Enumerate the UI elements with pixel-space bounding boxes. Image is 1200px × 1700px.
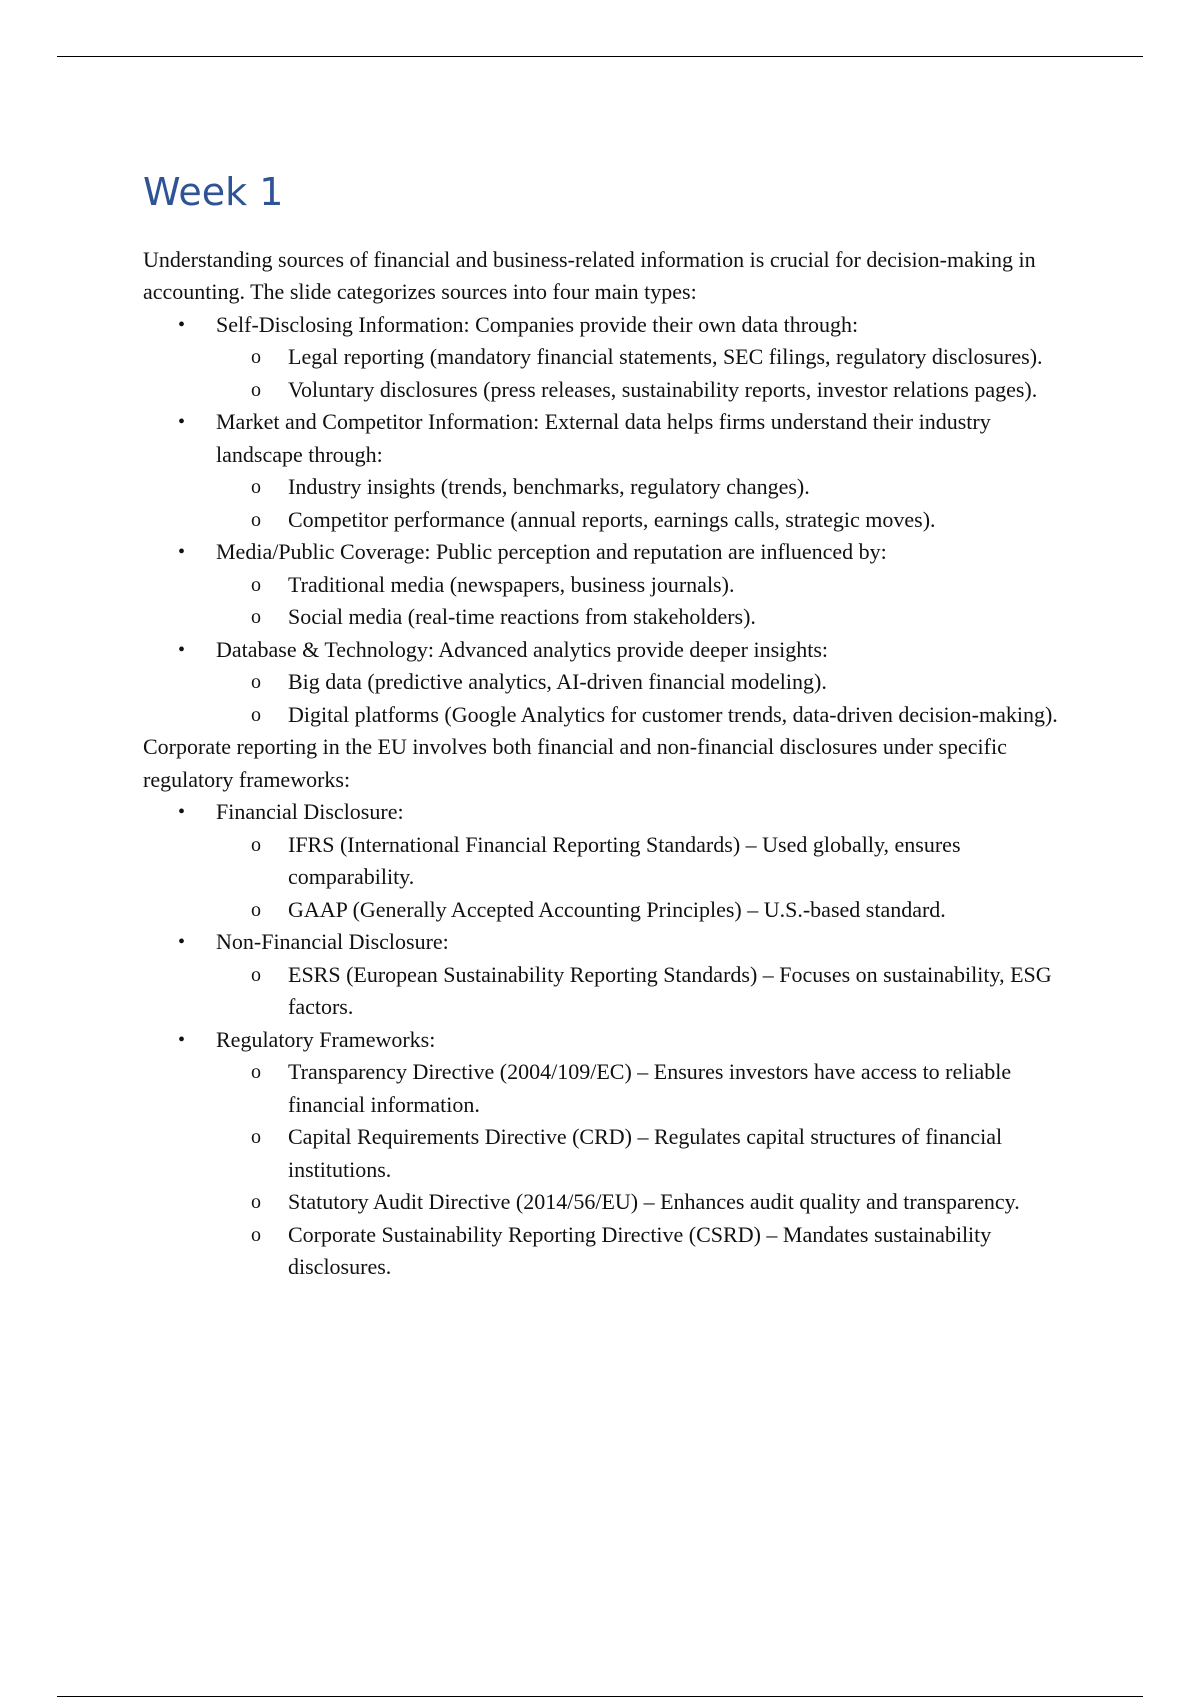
sub-bullet-marker: o [251, 1126, 261, 1149]
eu-list [143, 796, 1063, 1284]
list-item [143, 309, 1063, 407]
sub-list-item-text: Digital platforms (Google Analytics for customer trends, data-driven decision-making). [288, 701, 1058, 727]
sub-list-item-text: Competitor performance (annual reports, earnings calls, strategic moves). [288, 506, 936, 532]
page-title: Week 1 [143, 170, 284, 214]
sub-list-item [143, 1219, 1063, 1284]
list-item-text: Non-Financial Disclosure: [216, 929, 449, 955]
list-item-text: Market and Competitor Information: External data helps firms understand their industry landscape through: [216, 409, 991, 467]
document-body [143, 170, 1063, 1284]
sub-list-item [143, 504, 1063, 537]
bullet-marker: • [178, 638, 186, 661]
sub-list-item [143, 471, 1063, 504]
list-item-text: Financial Disclosure: [216, 799, 404, 825]
sub-list-item [143, 374, 1063, 407]
sub-list-item [143, 959, 1063, 1024]
sub-list [216, 829, 1063, 927]
list-item [143, 1024, 1063, 1284]
sub-list-item-text: Traditional media (newspapers, business journals). [288, 571, 735, 597]
sub-list-item [143, 666, 1063, 699]
sub-bullet-marker: o [251, 378, 261, 401]
list-item-text: Media/Public Coverage: Public perception and reputation are influenced by: [216, 539, 887, 565]
sub-list-item [143, 601, 1063, 634]
sub-list-item-text: Industry insights (trends, benchmarks, regulatory changes). [288, 474, 810, 500]
sub-list-item-text: Social media (real-time reactions from stakeholders). [288, 604, 756, 630]
sub-bullet-marker: o [251, 1223, 261, 1246]
sub-list-item [143, 699, 1063, 732]
sub-list-item-text: Transparency Directive (2004/109/EC) – Ensures investors have access to reliable financial information. [288, 1059, 1012, 1117]
sub-bullet-marker: o [251, 703, 261, 726]
bullet-marker: • [178, 411, 186, 434]
sub-bullet-marker: o [251, 346, 261, 369]
sub-list-item [143, 341, 1063, 374]
sub-list-item [143, 569, 1063, 602]
sub-list [216, 1056, 1063, 1284]
sub-bullet-marker: o [251, 833, 261, 856]
sub-bullet-marker: o [251, 508, 261, 531]
bullet-marker: • [178, 1028, 186, 1051]
sub-list-item-text: Big data (predictive analytics, AI-driven financial modeling). [288, 669, 827, 695]
sub-list [216, 959, 1063, 1024]
list-item [143, 634, 1063, 732]
eu-intro-paragraph: Corporate reporting in the EU involves both financial and non-financial disclosures under specific regulatory frameworks: [143, 734, 1007, 792]
sub-bullet-marker: o [251, 573, 261, 596]
sub-list-item-text: Capital Requirements Directive (CRD) – Regulates capital structures of financial institutions. [288, 1124, 1003, 1182]
list-item-text: Regulatory Frameworks: [216, 1026, 436, 1052]
sub-list [216, 569, 1063, 634]
sub-list [216, 471, 1063, 536]
sub-bullet-marker: o [251, 476, 261, 499]
sub-bullet-marker: o [251, 963, 261, 986]
sub-list-item [143, 1186, 1063, 1219]
bullet-marker: • [178, 541, 186, 564]
sub-list-item [143, 829, 1063, 894]
sub-bullet-marker: o [251, 671, 261, 694]
bullet-marker: • [178, 931, 186, 954]
sub-list-item [143, 894, 1063, 927]
sub-list-item [143, 1121, 1063, 1186]
list-item [143, 406, 1063, 536]
sub-bullet-marker: o [251, 1191, 261, 1214]
sub-list-item [143, 1056, 1063, 1121]
sub-list-item-text: Voluntary disclosures (press releases, sustainability reports, investor relations pages). [288, 376, 1038, 402]
sources-list [143, 309, 1063, 732]
sub-bullet-marker: o [251, 1061, 261, 1084]
sub-list-item-text: Corporate Sustainability Reporting Directive (CSRD) – Mandates sustainability disclosures. [288, 1221, 992, 1280]
list-item [143, 926, 1063, 1024]
sub-list-item-text: ESRS (European Sustainability Reporting Standards) – Focuses on sustainability, ESG factors. [288, 961, 1052, 1020]
list-item-text: Self-Disclosing Information: Companies provide their own data through: [216, 311, 859, 337]
footer-rule [57, 1696, 1143, 1697]
list-item [143, 536, 1063, 634]
sub-list-item-text: IFRS (International Financial Reporting Standards) – Used globally, ensures comparability. [288, 831, 961, 890]
header-rule [57, 56, 1143, 57]
sub-bullet-marker: o [251, 898, 261, 921]
intro-paragraph: Understanding sources of financial and business-related information is crucial for decision-making in accounting. The slide categorizes sources into four main types: [143, 246, 1036, 305]
sub-list-item-text: Statutory Audit Directive (2014/56/EU) – Enhances audit quality and transparency. [288, 1189, 1020, 1215]
list-item [143, 796, 1063, 926]
bullet-marker: • [178, 313, 186, 336]
sub-list-item-text: Legal reporting (mandatory financial statements, SEC filings, regulatory disclosures). [288, 344, 1043, 370]
sub-list [216, 666, 1063, 731]
bullet-marker: • [178, 801, 186, 824]
sub-bullet-marker: o [251, 606, 261, 629]
list-item-text: Database & Technology: Advanced analytics provide deeper insights: [216, 636, 829, 662]
sub-list [216, 341, 1063, 406]
sub-list-item-text: GAAP (Generally Accepted Accounting Principles) – U.S.-based standard. [288, 896, 946, 922]
